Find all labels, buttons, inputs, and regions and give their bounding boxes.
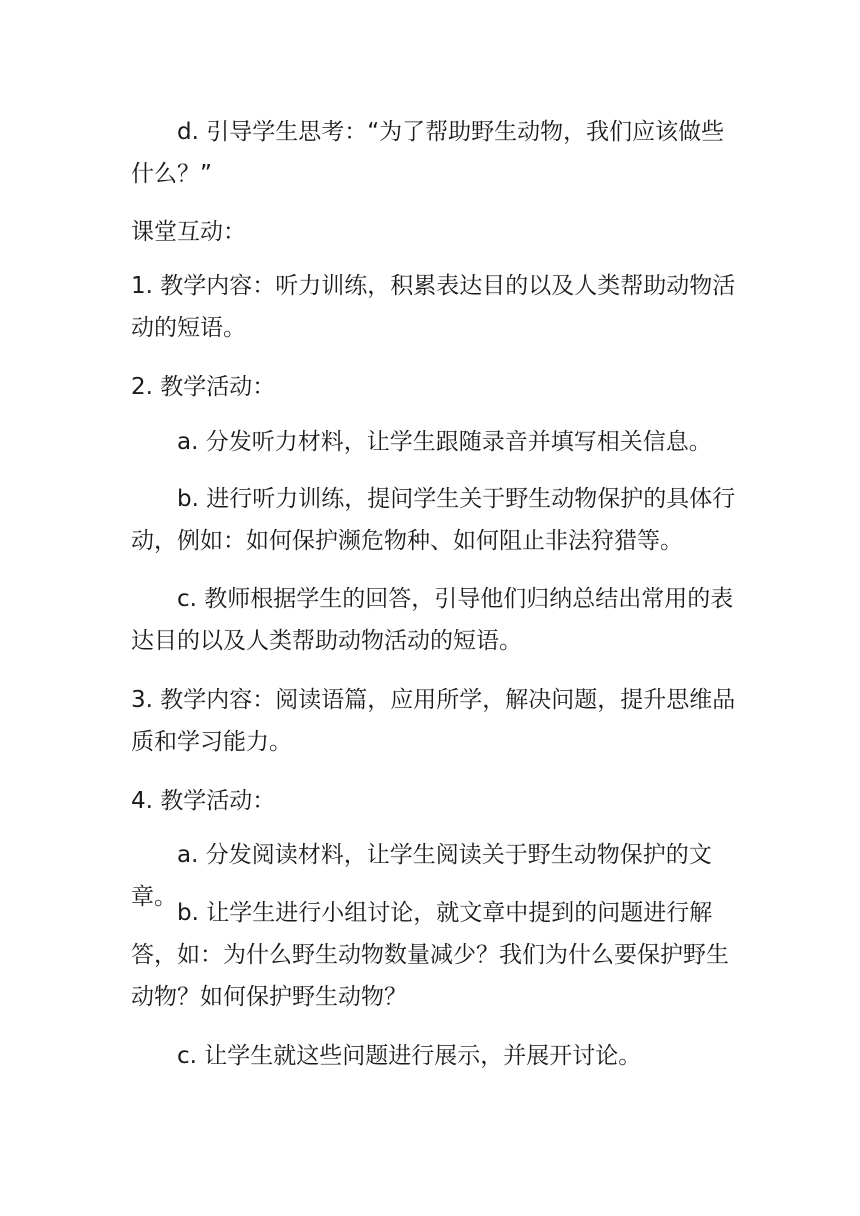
paragraph-item-a-listening: a. 分发听力材料，让学生跟随录音并填写相关信息。 [177,429,712,455]
paragraph-classroom-interaction: 课堂互动： [131,219,246,245]
paragraph-item-c-summary: c. 教师根据学生的回答，引导他们归纳总结出常用的表达目的以及人类帮助动物活动的短语。 [131,586,734,654]
paragraph-item-a-reading: a. 分发阅读材料，让学生阅读关于野生动物保护的文章。 [131,842,712,910]
paragraph-item-c-presentation: c. 让学生就这些问题进行展示，并展开讨论。 [177,1043,642,1069]
paragraph-item-b-discussion: b. 让学生进行小组讨论，就文章中提到的问题进行解答，如：为什么野生动物数量减少？我们为什么要保护野生动物？如何保护野生动物？ [131,900,729,1010]
paragraph-teaching-activity-2: 2. 教学活动： [131,374,276,400]
paragraph-item-d-think: d. 引导学生思考：“为了帮助野生动物，我们应该做些什么？” [131,119,725,187]
paragraph-teaching-content-1: 1. 教学内容：听力训练，积累表达目的以及人类帮助动物活动的短语。 [131,273,736,341]
paragraph-item-b-listening: b. 进行听力训练，提问学生关于野生动物保护的具体行动，例如：如何保护濒危物种、如何阻止非法狩猎等。 [131,486,736,554]
paragraph-teaching-content-3: 3. 教学内容：阅读语篇，应用所学，解决问题，提升思维品质和学习能力。 [131,687,736,755]
paragraph-teaching-activity-4: 4. 教学活动： [131,788,276,814]
